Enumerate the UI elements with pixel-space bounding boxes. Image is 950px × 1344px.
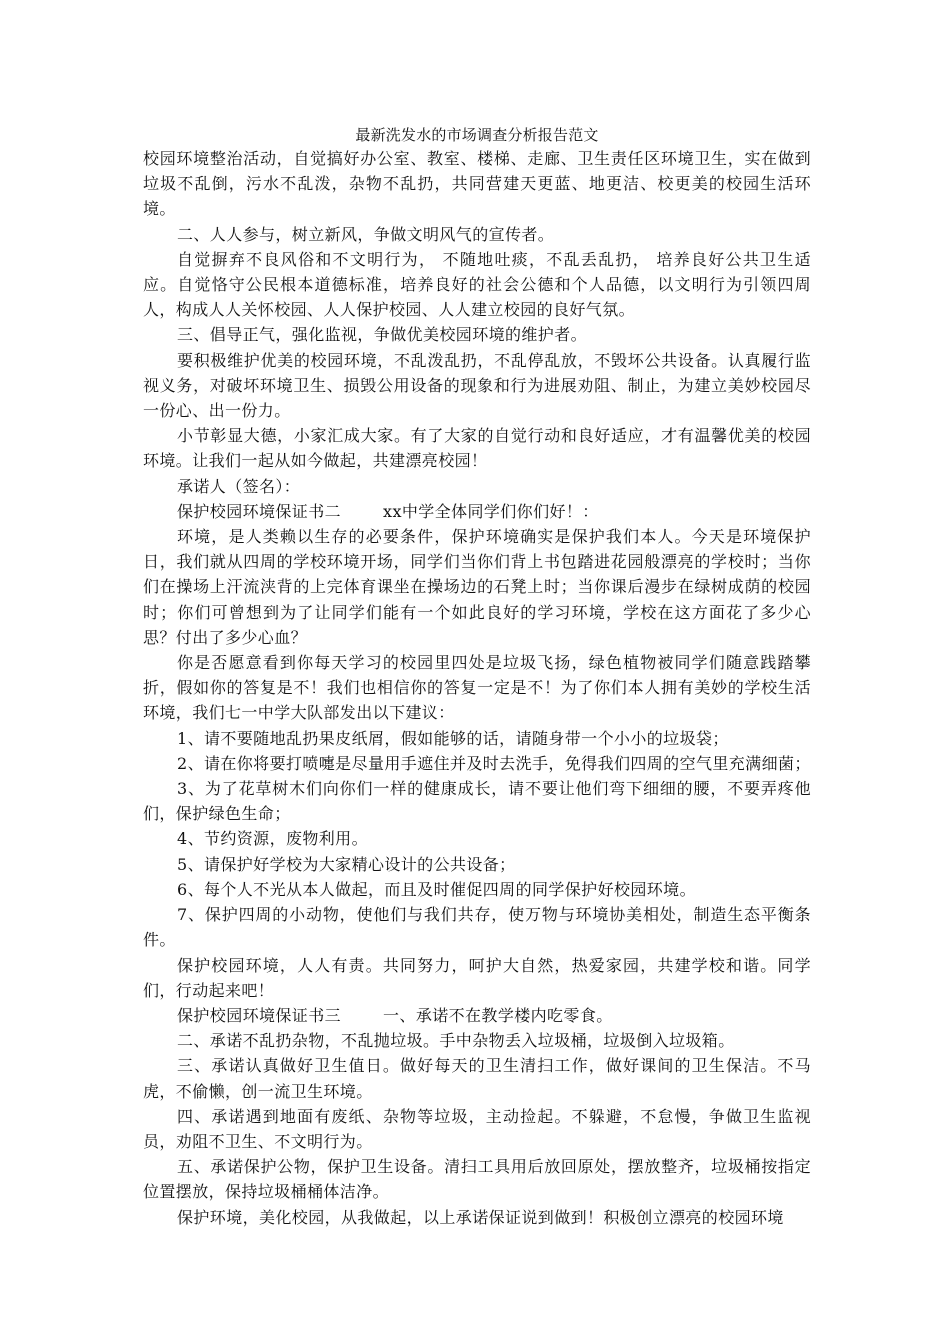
paragraph-text: 校园环境整治活动，自觉搞好办公室、教室、楼梯、走廊、卫生责任区环境卫生，实在做到垃圾不乱倒，污水不乱泼，杂物不乱扔，共同营建天更蓝、地更洁、校更美的校园生活环境。 [143, 149, 811, 219]
paragraph-text: 自觉摒弃不良风俗和不文明行为， 不随地吐痰，不乱丢乱扔， 培养良好公共卫生适应。自觉恪守公民根本道德标准，培养良好的社会公德和个人品德，以文明行为引领四周人，构成人人关怀校园、人人保护校园、人人建立校园的良好气氛。 [143, 249, 811, 320]
paragraph-text: 5、请保护好学校为大家精心设计的公共设备； [177, 854, 516, 874]
paragraph-text: 承诺人（签名）： [177, 476, 301, 496]
document-body [143, 146, 811, 1230]
paragraph-text: 小节彰显大德，小家汇成大家。有了大家的自觉行动和良好适应，才有温馨优美的校园环境。让我们一起从如今做起，共建漂亮校园！ [143, 426, 811, 471]
paragraph [143, 852, 811, 877]
paragraph-text: 保护校园环境保证书二 [177, 501, 342, 521]
paragraph [143, 348, 811, 424]
paragraph-text: 要积极维护优美的校园环境，不乱泼乱扔，不乱停乱放，不毁坏公共设备。认真履行监视义务，对破坏环境卫生、损毁公用设备的现象和行为进展劝阻、制止，为建立美妙校园尽一份心、出一份力。 [143, 350, 811, 421]
paragraph-text: 三、倡导正气，强化监视，争做优美校园环境的维护者。 [177, 325, 588, 345]
paragraph [143, 524, 811, 650]
paragraph [143, 222, 811, 247]
paragraph-text: 2、请在你将要打喷嚏是尽量用手遮住并及时去洗手，免得我们四周的空气里充满细菌； [177, 753, 811, 773]
paragraph-text: 保护校园环境，人人有责。共同努力，呵护大自然，热爱家园，共建学校和谐。同学们，行动起来吧！ [143, 955, 811, 1000]
paragraph-text: 保护环境，美化校园，从我做起，以上承诺保证说到做到！积极创立漂亮的校园环境 [177, 1207, 784, 1227]
paragraph-tail-text: xx中学全体同学们你们好！： [383, 501, 599, 521]
document-page [143, 124, 811, 1230]
paragraph-text: 五、承诺保护公物，保护卫生设备。清扫工具用后放回原处，摆放整齐，垃圾桶按指定位置摆放，保持垃圾桶桶体洁净。 [143, 1157, 811, 1202]
paragraph [143, 322, 811, 347]
paragraph-text: 1、请不要随地乱扔果皮纸屑，假如能够的话，请随身带一个小小的垃圾袋； [177, 728, 729, 748]
paragraph [143, 877, 811, 902]
paragraph [143, 826, 811, 851]
paragraph-text: 三、承诺认真做好卫生值日。做好每天的卫生清扫工作，做好课间的卫生保洁。不马虎，不偷懒，创一流卫生环境。 [143, 1056, 811, 1101]
paragraph-text: 7、保护四周的小动物，使他们与我们共存，使万物与环境协美相处，制造生态平衡条件。 [143, 905, 811, 950]
paragraph-text: 二、承诺不乱扔杂物，不乱抛垃圾。手中杂物丢入垃圾桶，垃圾倒入垃圾箱。 [177, 1031, 735, 1051]
paragraph-text: 二、人人参与，树立新风，争做文明风气的宣传者。 [177, 224, 555, 244]
paragraph-text: 4、节约资源，废物利用。 [177, 829, 368, 849]
paragraph [143, 953, 811, 1003]
paragraph [143, 726, 811, 751]
paragraph [143, 423, 811, 473]
paragraph [143, 776, 811, 826]
document-title: 最新洗发水的市场调查分析报告范文 [355, 126, 599, 144]
paragraph [143, 1053, 811, 1103]
paragraph [143, 902, 811, 952]
paragraph [143, 499, 811, 524]
paragraph-text: 6、每个人不光从本人做起，而且及时催促四周的同学保护好校园环境。 [177, 879, 696, 899]
paragraph [143, 474, 811, 499]
paragraph-text: 环境，是人类赖以生存的必要条件，保护环境确实是保护我们本人。今天是环境保护日，我们就从四周的学校环境开场，同学们当你们背上书包踏进花园般漂亮的学校时；当你们在操场上汗流浃背的上完体育课坐在操场边的石凳上时；当你课后漫步在绿树成荫的校园时；你们可曾想到为了让同学们能有一个如此良好的学习环境，学校在这方面花了多少心思？付出了多少心血？ [143, 527, 811, 647]
paragraph [143, 1028, 811, 1053]
paragraph [143, 146, 811, 222]
paragraph [143, 1104, 811, 1154]
paragraph [143, 650, 811, 726]
paragraph-text: 四、承诺遇到地面有废纸、杂物等垃圾，主动捡起。不躲避，不怠慢，争做卫生监视员，劝阻不卫生、不文明行为。 [143, 1106, 811, 1151]
paragraph-tail-text: 一、承诺不在教学楼内吃零食。 [383, 1005, 613, 1025]
paragraph-text: 你是否愿意看到你每天学习的校园里四处是垃圾飞扬，绿色植物被同学们随意践踏攀折，假如你的答复是不！我们也相信你的答复一定是不！为了你们本人拥有美妙的学校生活环境，我们七一中学大队部发出以下建议： [143, 653, 811, 723]
paragraph [143, 1205, 811, 1230]
paragraph-text: 3、为了花草树木们向你们一样的健康成长，请不要让他们弯下细细的腰，不要弄疼他们，保护绿色生命； [143, 779, 811, 824]
paragraph [143, 1003, 811, 1028]
paragraph [143, 751, 811, 776]
paragraph [143, 1154, 811, 1204]
paragraph [143, 247, 811, 323]
paragraph-text: 保护校园环境保证书三 [177, 1005, 342, 1025]
